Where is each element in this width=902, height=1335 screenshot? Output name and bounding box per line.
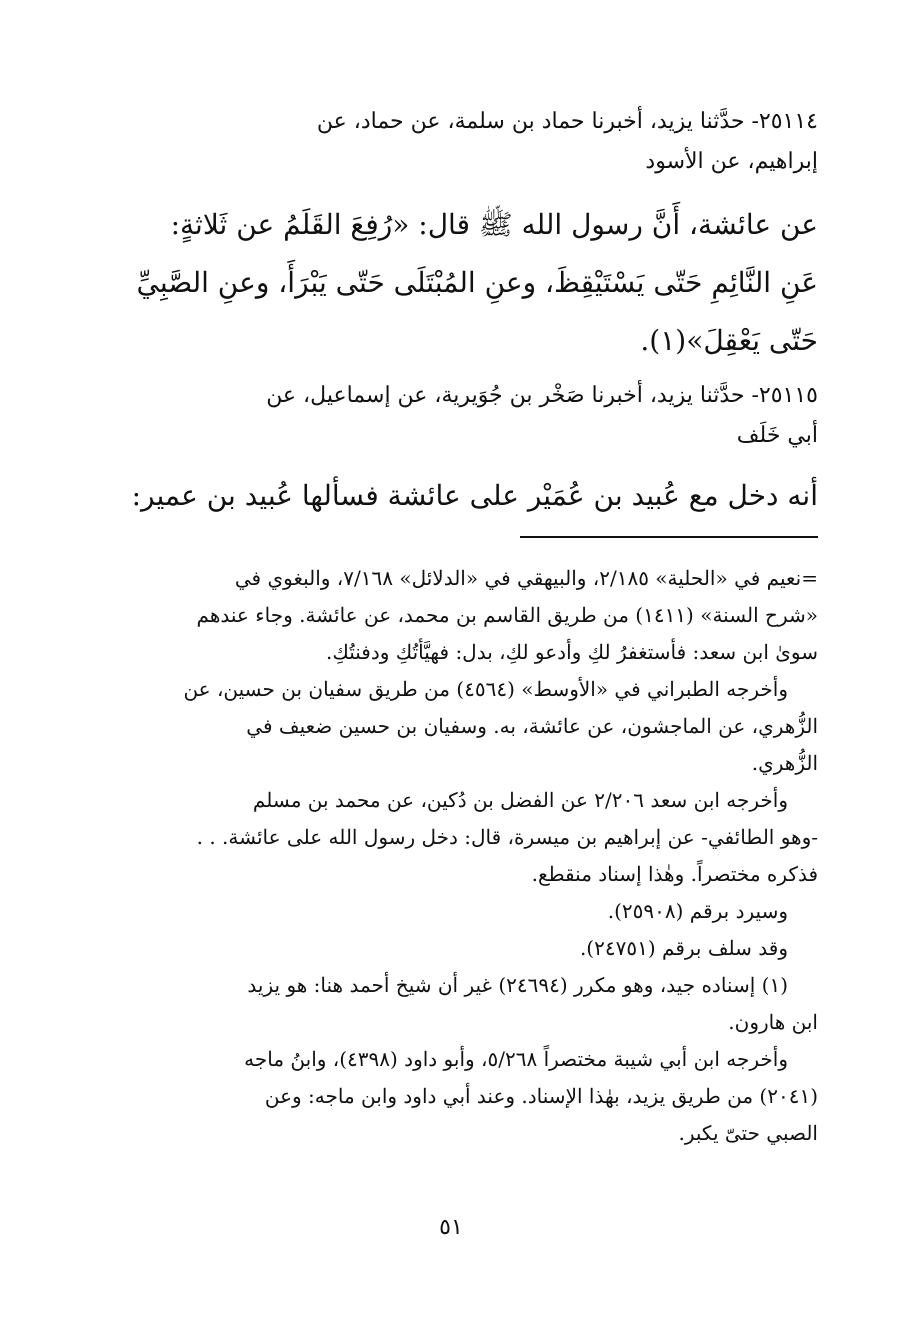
text-line: سوىٰ ابن سعد: فأستغفرُ لكِ وأدعو لكِ، بدل: فهيَّأتُكِ ودفنتُكِ. — [325, 640, 818, 664]
text-line: إبراهيم، عن الأسود — [645, 149, 818, 174]
text-line: الصبي حتىّ يكبر. — [678, 1121, 818, 1145]
hadith-25114-isnad — [118, 102, 818, 182]
text-line: فذكره مختصراً. وهٰذا إسناد منقطع. — [531, 862, 818, 886]
footnote-paragraph — [118, 560, 818, 671]
text-line: وسيرد برقم (٢٥٩٠٨). — [607, 899, 788, 923]
hadith-25115-matn — [118, 467, 818, 525]
text-line: أنه دخل مع عُبيد بن عُمَيْر على عائشة فسألها عُبيد بن عمير: — [131, 479, 818, 512]
footnote-paragraph — [118, 671, 818, 782]
hadith-25114-matn — [118, 196, 818, 370]
footnote-paragraph — [118, 782, 818, 893]
footnote-paragraph — [118, 967, 818, 1041]
text-line: عَنِ النَّائِمِ حَتّى يَسْتَيْقِظَ، وعنِ المُبْتَلَى حَتّى يَبْرَأَ، وعنِ الصَّبِيِّ — [136, 266, 818, 299]
footnote-paragraph — [118, 1041, 818, 1152]
text-line: الزُّهري، عن الماجشون، عن عائشة، به. وسفيان بن حسين ضعيف في — [246, 714, 818, 738]
text-line: (٢٠٤١) من طريق يزيد، بهٰذا الإسناد. وعند أبي داود وابن ماجه: وعن — [264, 1084, 818, 1108]
text-line: (١) إسناده جيد، وهو مكرر (٢٤٦٩٤) غير أن شيخ أحمد هنا: هو يزيد — [247, 973, 788, 997]
page-number: ٥١ — [439, 1215, 463, 1240]
footnote-paragraph — [118, 930, 818, 967]
text-line: حَتّى يَعْقِلَ»(١). — [640, 324, 818, 357]
text-line: =نعيم في «الحلية» ٢/١٨٥، والبيهقي في «الدلائل» ٧/١٦٨، والبغوي في — [234, 566, 818, 590]
footnote-paragraph — [118, 893, 818, 930]
text-line: «شرح السنة» (١٤١١) من طريق القاسم بن محمد، عن عائشة. وجاء عندهم — [196, 603, 818, 627]
text-line: ٢٥١١٤- حدَّثنا يزيد، أخبرنا حماد بن سلمة، عن حماد، عن — [316, 109, 818, 134]
text-line: أبي خَلَف — [736, 423, 818, 448]
hadith-25115-isnad — [118, 376, 818, 456]
text-line: وأخرجه ابن سعد ٢/٢٠٦ عن الفضل بن دُكين، عن محمد بن مسلم — [252, 788, 788, 812]
text-line: -وهو الطائفي- عن إبراهيم بن ميسرة، قال: دخل رسول الله على عائشة. . . — [196, 825, 818, 849]
text-line: ٢٥١١٥- حدَّثنا يزيد، أخبرنا صَخْر بن جُوَيرية، عن إسماعيل، عن — [266, 383, 818, 408]
text-line: وأخرجه الطبراني في «الأوسط» (٤٥٦٤) من طريق سفيان بن حسين، عن — [183, 677, 788, 701]
text-line: وقد سلف برقم (٢٤٧٥١). — [579, 936, 788, 960]
footnote-separator — [520, 536, 818, 538]
text-line: ابن هارون. — [728, 1010, 818, 1034]
footnotes — [118, 560, 818, 1152]
text-line: وأخرجه ابن أبي شيبة مختصراً ٥/٢٦٨، وأبو داود (٤٣٩٨)، وابنُ ماجه — [244, 1047, 788, 1071]
text-line: الزُّهري. — [751, 751, 818, 775]
text-line: عن عائشة، أَنَّ رسول الله ﷺ قال: «رُفِعَ القَلَمُ عن ثَلاثةٍ: — [170, 208, 818, 241]
